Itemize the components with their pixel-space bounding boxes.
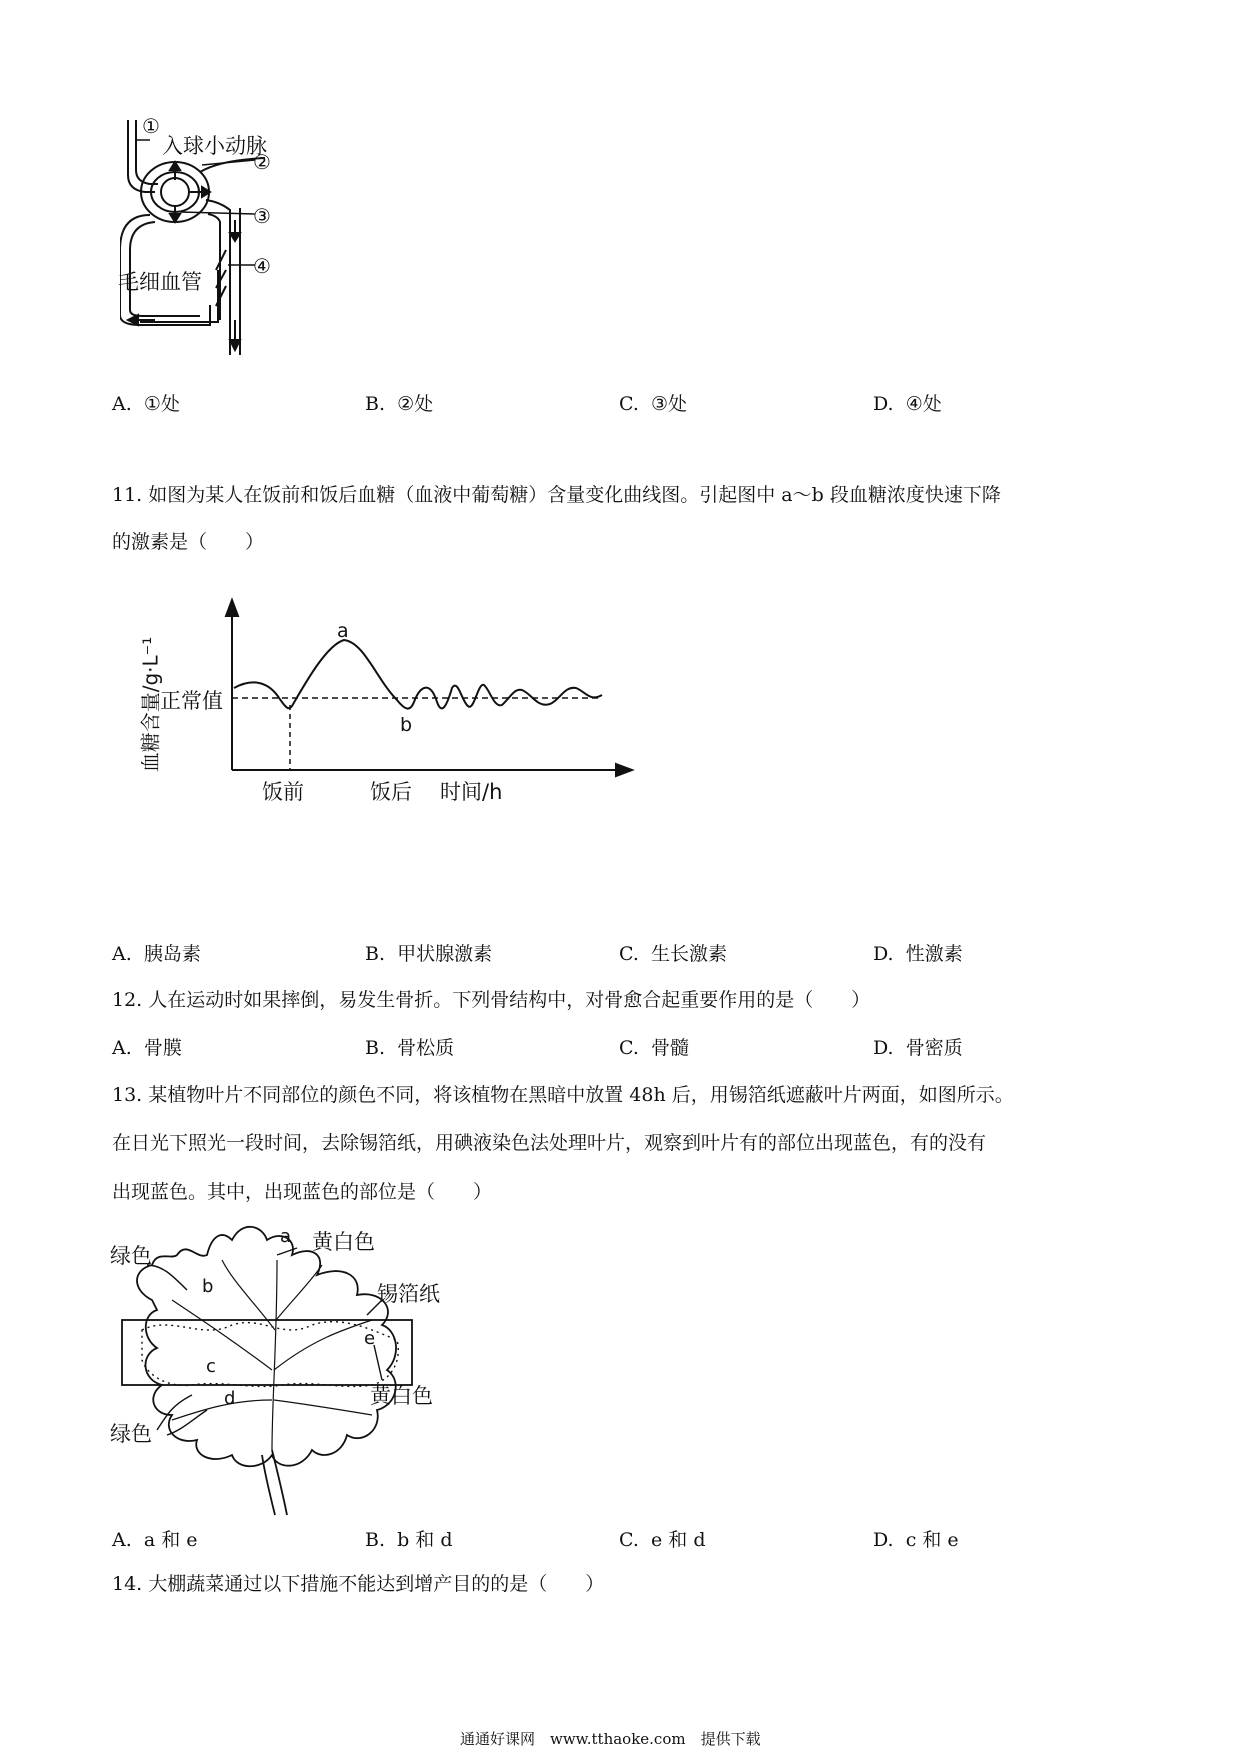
leaf-label-c: c — [206, 1356, 216, 1377]
q11-option-d[interactable] — [873, 942, 963, 966]
option-text: ③处 — [651, 393, 688, 415]
chart-point-b: b — [400, 714, 413, 736]
option-letter: A. — [112, 1529, 132, 1551]
chart-x-time: 时间/h — [440, 780, 503, 804]
q10-option-c[interactable] — [619, 392, 687, 416]
option-text: 胰岛素 — [143, 943, 201, 965]
q10-option-d[interactable] — [873, 392, 942, 416]
label-circle-4: ④ — [253, 254, 271, 278]
option-text: 性激素 — [905, 943, 963, 965]
chart-normal-label: 正常值 — [160, 689, 223, 713]
kidney-figure — [118, 114, 360, 400]
option-text: a 和 e — [143, 1529, 198, 1551]
leaf-label-green-bottom: 绿色 — [110, 1422, 152, 1446]
label-circle-1: ① — [142, 114, 160, 138]
leaf-label-e: e — [364, 1328, 376, 1349]
q12-option-b[interactable] — [365, 1036, 454, 1060]
leaf-label-b: b — [202, 1276, 214, 1297]
q11-option-b[interactable] — [365, 942, 492, 966]
option-letter: C. — [619, 1529, 639, 1551]
option-text: ④处 — [905, 393, 942, 415]
q12-option-a[interactable] — [112, 1036, 182, 1060]
leaf-label-foil: 锡箔纸 — [377, 1282, 440, 1306]
option-letter: C. — [619, 1037, 639, 1059]
option-text: 骨密质 — [905, 1037, 963, 1059]
q13-stem-line3: 出现蓝色。其中，出现蓝色的部位是（ ） — [112, 1181, 493, 1203]
option-letter: C. — [619, 393, 639, 415]
option-letter: A. — [112, 943, 132, 965]
q11-stem-line1: 11. 如图为某人在饭前和饭后血糖（血液中葡萄糖）含量变化曲线图。引起图中 a～b 段血糖浓度快速下降 — [112, 484, 1001, 506]
leaf-label-yellow-bottom: 黄白色 — [370, 1384, 433, 1408]
leaf-label-yellow-top: 黄白色 — [312, 1230, 375, 1254]
option-letter: B. — [365, 393, 386, 415]
leaf-label-d: d — [224, 1388, 236, 1409]
label-circle-3: ③ — [253, 204, 271, 228]
q13-option-b[interactable] — [365, 1528, 453, 1552]
q13-stem-line2: 在日光下照光一段时间，去除锡箔纸，用碘液染色法处理叶片，观察到叶片有的部位出现蓝色，有的没有 — [112, 1132, 987, 1154]
q12-option-c[interactable] — [619, 1036, 689, 1060]
leaf-label-green-top: 绿色 — [110, 1244, 152, 1268]
option-letter: A. — [112, 393, 132, 415]
chart-ylabel: 血糖含量/g·L⁻¹ — [138, 636, 163, 773]
q10-option-a[interactable] — [112, 392, 180, 416]
q11-option-c[interactable] — [619, 942, 727, 966]
option-letter: D. — [873, 943, 894, 965]
nephron-diagram — [120, 120, 360, 400]
option-letter: D. — [873, 1037, 894, 1059]
option-letter: D. — [873, 393, 894, 415]
page-footer: 通通好课网 www.tthaoke.com 提供下载 — [460, 1730, 761, 1748]
option-letter: A. — [112, 1037, 132, 1059]
option-text: e 和 d — [651, 1529, 706, 1551]
leaf-label-a: a — [280, 1226, 292, 1247]
option-text: 骨膜 — [143, 1037, 182, 1059]
leaf-figure — [112, 1220, 512, 1520]
q12-stem: 12. 人在运动时如果摔倒，易发生骨折。下列骨结构中，对骨愈合起重要作用的是（ ） — [112, 989, 871, 1011]
q10-option-b[interactable] — [365, 392, 433, 416]
label-capillary: 毛细血管 — [118, 270, 202, 294]
option-letter: B. — [365, 1529, 386, 1551]
q13-option-a[interactable] — [112, 1528, 198, 1552]
leaf-diagram-svg — [112, 1220, 512, 1520]
q11-option-a[interactable] — [112, 942, 201, 966]
option-text: ②处 — [397, 393, 434, 415]
chart-x-before-meal: 饭前 — [262, 780, 304, 804]
option-text: 甲状腺激素 — [397, 943, 493, 965]
chart-x-after-meal: 饭后 — [370, 780, 412, 804]
option-text: 生长激素 — [651, 943, 728, 965]
option-text: ①处 — [143, 393, 180, 415]
chart-point-a: a — [337, 620, 349, 642]
blood-sugar-chart — [112, 590, 642, 810]
label-afferent-arteriole: 入球小动脉 — [162, 134, 267, 158]
option-text: 骨松质 — [397, 1037, 455, 1059]
q13-option-c[interactable] — [619, 1528, 706, 1552]
option-text: 骨髓 — [651, 1037, 690, 1059]
q12-option-d[interactable] — [873, 1036, 963, 1060]
option-letter: B. — [365, 943, 386, 965]
option-text: c 和 e — [905, 1529, 959, 1551]
q13-stem-line1: 13. 某植物叶片不同部位的颜色不同，将该植物在黑暗中放置 48h 后，用锡箔纸遮蔽叶片两面，如图所示。 — [112, 1084, 1014, 1106]
q13-option-d[interactable] — [873, 1528, 959, 1552]
q11-stem-line2: 的激素是（ ） — [112, 531, 265, 553]
label-circle-2: ② — [253, 150, 271, 174]
option-text: b 和 d — [397, 1529, 453, 1551]
option-letter: C. — [619, 943, 639, 965]
option-letter: D. — [873, 1529, 894, 1551]
option-letter: B. — [365, 1037, 386, 1059]
q14-stem: 14. 大棚蔬菜通过以下措施不能达到增产目的的是（ ） — [112, 1573, 605, 1595]
